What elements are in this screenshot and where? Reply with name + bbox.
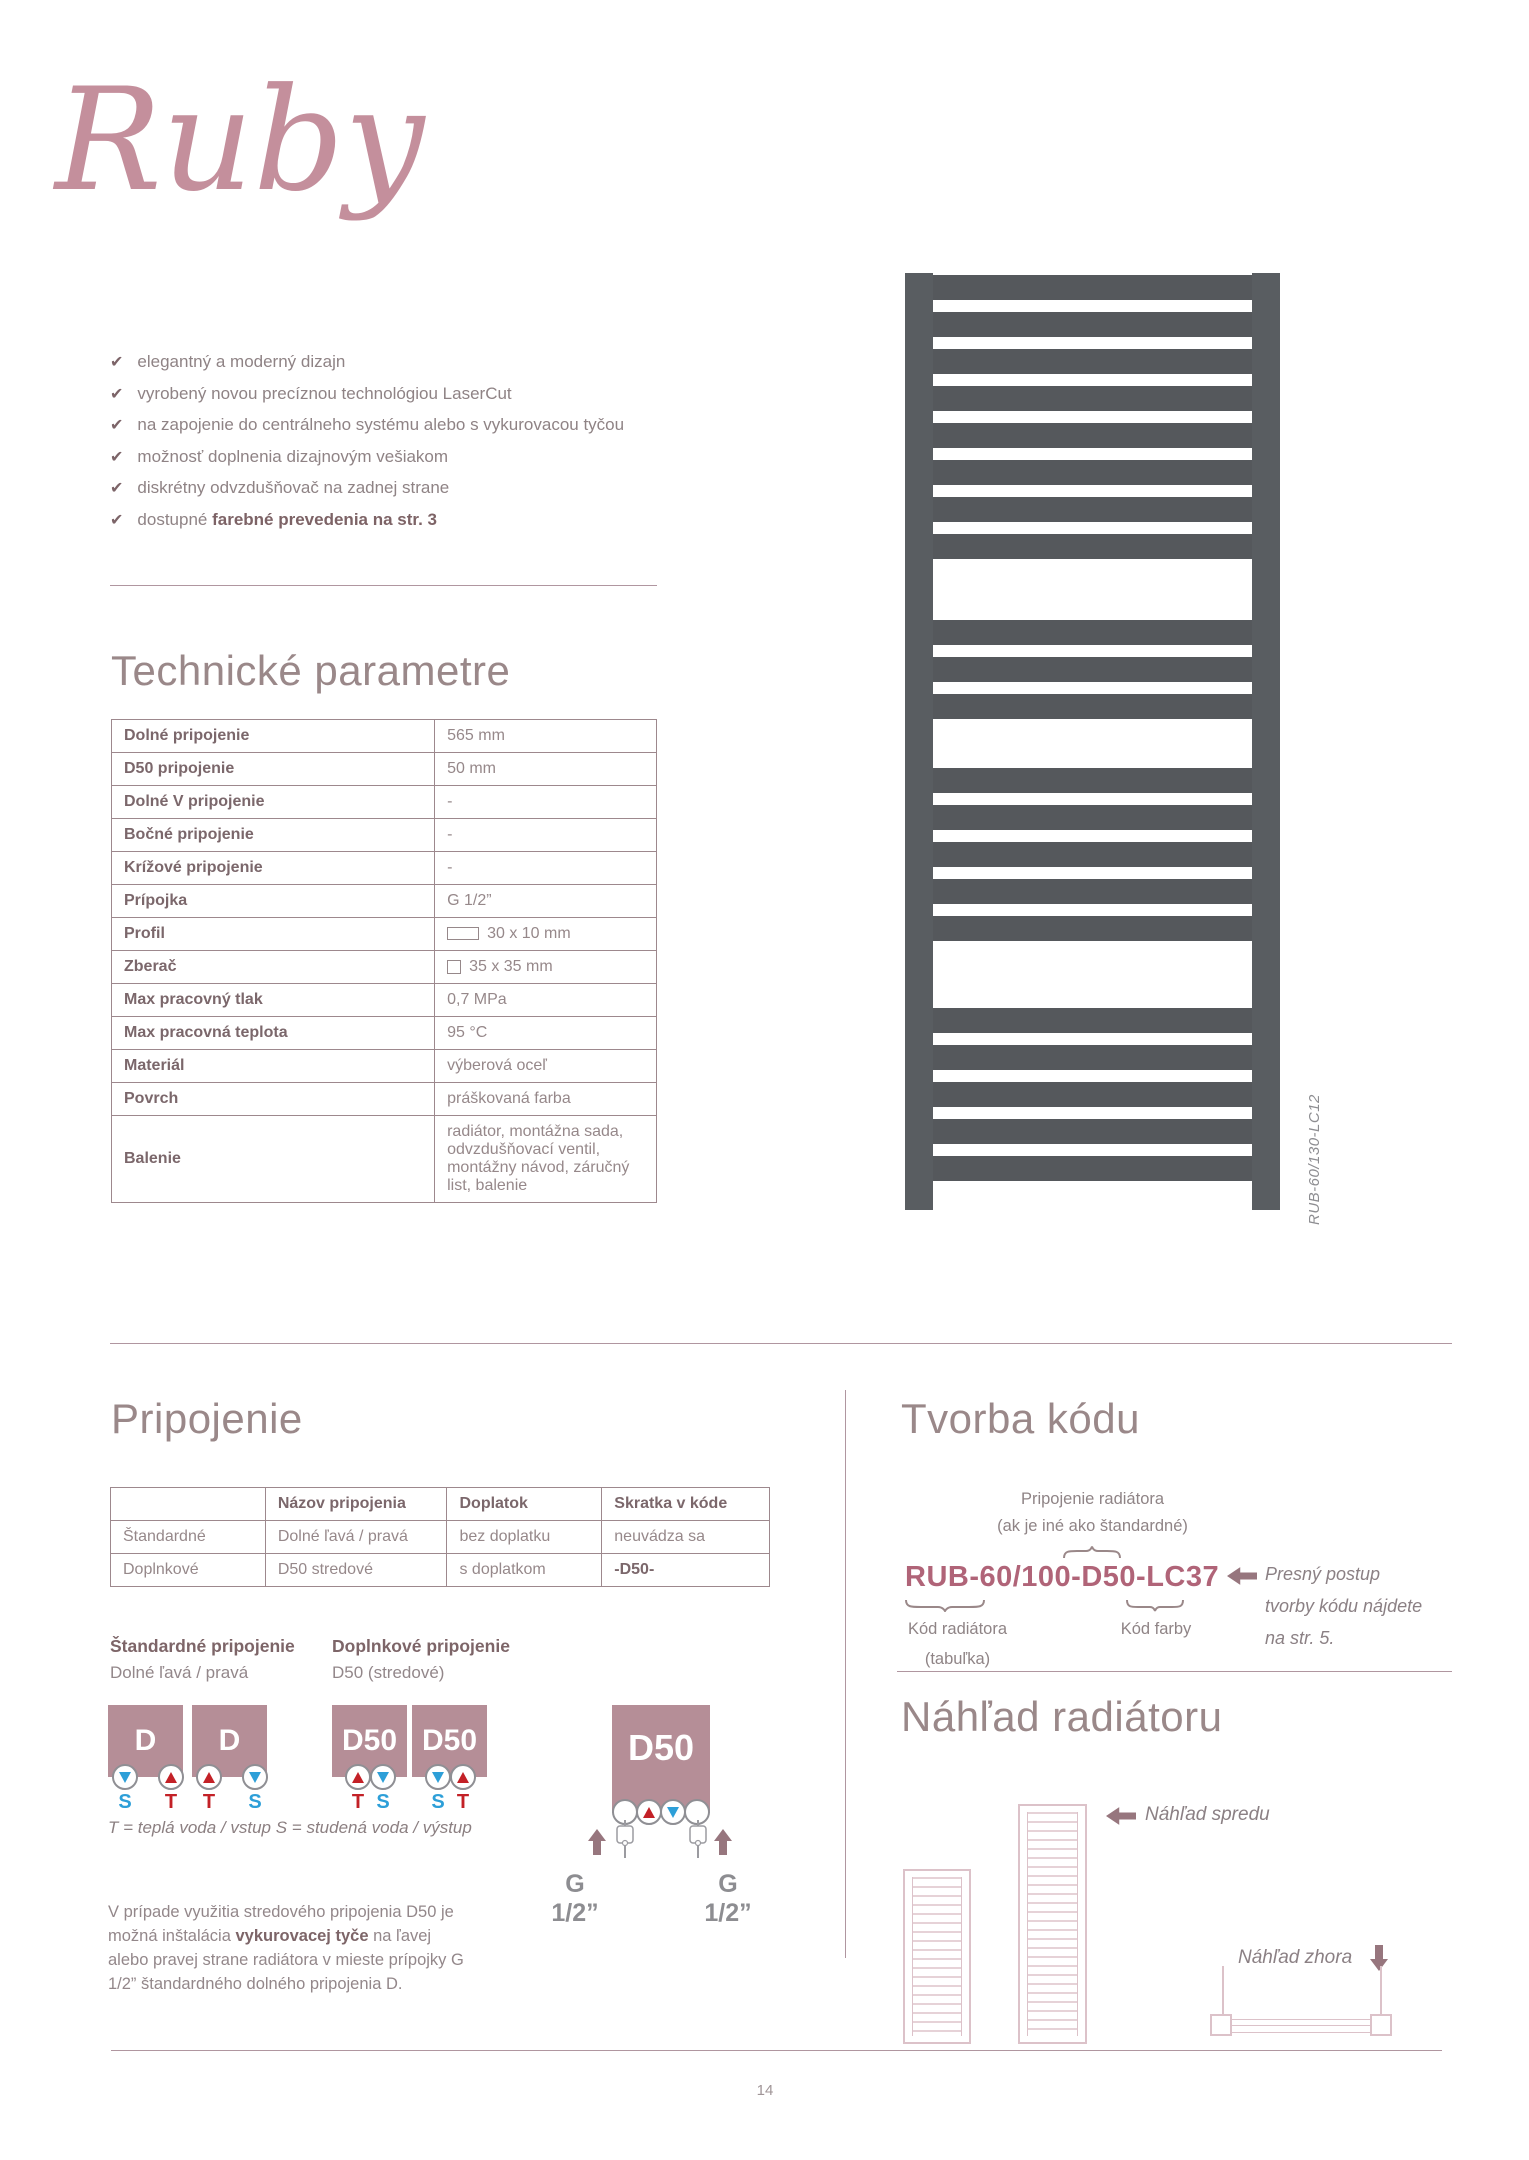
table-row: Materiál výberová oceľ — [112, 1050, 657, 1083]
up-arrow-icon — [714, 1828, 732, 1856]
list-item: ✔ na zapojenie do centrálneho systému alebo s vykurovacou tyčou — [110, 415, 625, 434]
front-view-tall-drawing — [1018, 1804, 1087, 2044]
thread-size-label: G 1/2” — [551, 1870, 599, 1927]
brace-over-icon — [1063, 1545, 1121, 1559]
connection-diagram-d50-right: D50 S T — [412, 1705, 487, 1777]
valve-icon — [687, 1820, 709, 1860]
top-view-bar — [1232, 2019, 1372, 2033]
port-letter: S — [376, 1791, 390, 1813]
table-row: Dolné pripojenie 565 mm — [112, 720, 657, 753]
check-icon: ✔ — [110, 480, 124, 497]
connection-diagram-d-right: D T S — [192, 1705, 267, 1777]
left-arrow-icon — [1106, 1806, 1136, 1826]
radiator-bars — [929, 1008, 1256, 1181]
code-top-label: (ak je iné ako štandardné) — [997, 1517, 1188, 1535]
footer-divider — [111, 2050, 1442, 2051]
column-divider — [845, 1390, 846, 1958]
code-top-label: Pripojenie radiátora — [1020, 1490, 1165, 1508]
section-title-connection: Pripojenie — [111, 1395, 303, 1442]
radiator-bars — [929, 620, 1256, 719]
radiator-model-label: RUB-60/130-LC12 — [1306, 1094, 1323, 1225]
feature-list — [110, 352, 624, 541]
section-title-tech-params: Technické parametre — [111, 647, 511, 694]
table-row: Max pracovná teplota 95 °C — [112, 1017, 657, 1050]
top-view-label: Náhľad zhora — [1238, 1947, 1353, 1968]
divider — [110, 585, 657, 586]
code-builder-note: Presný postup tvorby kódu nájdete na str. 5. — [1265, 1564, 1423, 1648]
port-letter: T — [351, 1791, 365, 1813]
top-view-end-block — [1370, 2014, 1392, 2036]
product-code: RUB-60/100-D50-LC37 — [905, 1561, 1220, 1593]
profile-shape-icon — [447, 927, 479, 940]
table-row: Krížové pripojenie - — [112, 852, 657, 885]
connection-diagram-d-left: D S T — [108, 1705, 183, 1777]
hot-port-icon — [345, 1764, 371, 1790]
port-letter: S — [431, 1791, 445, 1813]
standard-connection-title: Štandardné pripojenie — [110, 1636, 295, 1656]
table-row: Bočné pripojenie - — [112, 819, 657, 852]
connection-diagram-d50-left: D50 T S — [332, 1705, 407, 1777]
divider — [897, 1671, 1452, 1672]
brace-under-icon — [905, 1599, 985, 1612]
valve-icon — [614, 1820, 636, 1860]
check-icon: ✔ — [110, 511, 124, 529]
top-view-pipe — [1380, 1966, 1382, 2014]
list-item: ✔ vyrobený novou precíznou technológiou LaserCut — [110, 383, 512, 403]
tech-params-table — [111, 719, 657, 1203]
code-left-label: (tabuľka) — [924, 1650, 991, 1668]
check-icon: ✔ — [110, 354, 124, 371]
list-item: ✔ dostupné farebné prevedenia na str. 3 — [110, 509, 437, 529]
table-header-row: Názov pripojenia Doplatok Skratka v kóde — [111, 1488, 770, 1521]
left-arrow-icon — [1227, 1566, 1257, 1586]
standard-connection-subtitle: Dolné ľavá / pravá — [110, 1663, 249, 1682]
radiator-bars — [929, 768, 1256, 941]
table-row: Doplnkové D50 stredové s doplatkom -D50- — [111, 1554, 770, 1587]
list-item: ✔ možnosť doplnenia dizajnovým vešiakom — [110, 446, 449, 466]
collector-shape-icon — [447, 960, 461, 974]
port-letter: S — [118, 1791, 132, 1813]
radiator-rail — [905, 273, 933, 1210]
code-right-label: Kód farby — [1120, 1620, 1192, 1638]
table-row: Profil 30 x 10 mm — [112, 918, 657, 951]
list-item: ✔ elegantný a moderný dizajn — [110, 352, 346, 371]
cold-port-icon — [370, 1764, 396, 1790]
radiator-rail — [1252, 273, 1280, 1210]
hot-port-icon — [450, 1764, 476, 1790]
front-view-short-drawing — [903, 1869, 971, 2044]
section-title-code-builder: Tvorba kódu — [901, 1395, 1140, 1442]
port-letter: T — [202, 1791, 216, 1813]
radiator-bars — [929, 275, 1256, 560]
table-row: Dolné V pripojenie - — [112, 786, 657, 819]
check-icon: ✔ — [110, 385, 124, 403]
top-view-end-block — [1210, 2014, 1232, 2036]
hot-port-icon — [636, 1799, 662, 1825]
check-icon: ✔ — [110, 417, 124, 434]
optional-connection-subtitle: D50 (stredové) — [332, 1663, 445, 1682]
top-view-pipe — [1222, 1966, 1224, 2014]
cold-port-icon — [425, 1764, 451, 1790]
hot-port-icon — [158, 1764, 184, 1790]
ruby-logo: Ruby — [55, 58, 425, 223]
table-row: Prípojka G 1/2” — [112, 885, 657, 918]
diagram-legend: T = teplá voda / vstup S = studená voda / výstup — [108, 1818, 472, 1837]
optional-connection-title: Doplnkové pripojenie — [332, 1636, 510, 1656]
brace-under-icon — [1126, 1599, 1184, 1612]
list-item: ✔ diskrétny odvzdušňovač na zadnej strane — [110, 478, 450, 497]
down-arrow-icon — [1370, 1944, 1388, 1972]
port-letter: T — [456, 1791, 470, 1813]
radiator-product-image — [905, 273, 1280, 1210]
up-arrow-icon — [588, 1828, 606, 1856]
connection-diagram-d50-big: D50 — [612, 1705, 710, 1813]
front-view-label: Náhľad spredu — [1145, 1804, 1270, 1825]
cold-port-icon — [660, 1799, 686, 1825]
port-letter: T — [164, 1791, 178, 1813]
table-row: Štandardné Dolné ľavá / pravá bez doplatku neuvádza sa — [111, 1521, 770, 1554]
connection-note: V prípade využitia stredového pripojenia D50 je možná inštalácia vykurovacej tyče na ľavej alebo pravej strane radiátora v mieste prípojky G 1/2” štandardného dolného pripojenia D. — [108, 1903, 464, 1993]
divider — [110, 1343, 1452, 1344]
thread-size-label: G 1/2” — [704, 1870, 752, 1927]
table-row: Zberač 35 x 35 mm — [112, 951, 657, 984]
connection-table — [110, 1487, 770, 1587]
cold-port-icon — [242, 1764, 268, 1790]
hot-port-icon — [196, 1764, 222, 1790]
table-row: Max pracovný tlak 0,7 MPa — [112, 984, 657, 1017]
code-left-label: Kód radiátora — [907, 1620, 1008, 1638]
table-row: Balenie radiátor, montážna sada, odvzdušňovací ventil, montážny návod, záručný list, balenie — [112, 1116, 657, 1203]
check-icon: ✔ — [110, 448, 124, 466]
cold-port-icon — [112, 1764, 138, 1790]
table-row: Povrch práškovaná farba — [112, 1083, 657, 1116]
port-letter: S — [248, 1791, 262, 1813]
section-title-preview: Náhľad radiátoru — [901, 1693, 1223, 1740]
page-number: 14 — [756, 2082, 774, 2099]
table-row: D50 pripojenie 50 mm — [112, 753, 657, 786]
